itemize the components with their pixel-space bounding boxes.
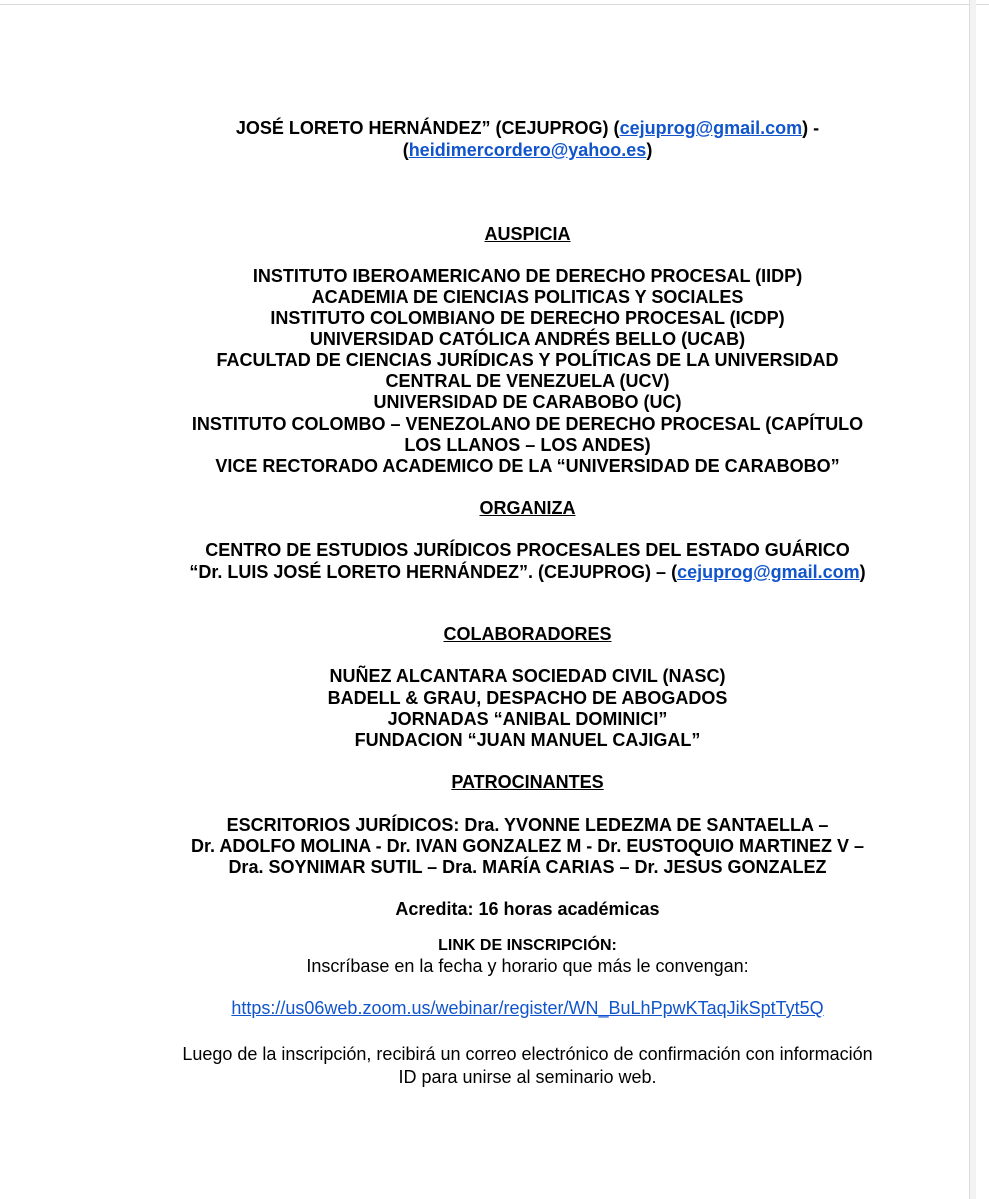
organiza-line-1: CENTRO DE ESTUDIOS JURÍDICOS PROCESALES DEL ESTADO GUÁRICO xyxy=(205,540,850,560)
colaboradores-line: BADELL & GRAU, DESPACHO DE ABOGADOS xyxy=(327,688,728,708)
inscripcion-subtitle: Inscríbase en la fecha y horario que más le convengan: xyxy=(306,956,749,976)
colaboradores-heading: COLABORADORES xyxy=(443,624,612,644)
patrocinantes-line: Dra. SOYNIMAR SUTIL – Dra. MARÍA CARIAS – Dr. JESUS GONZALEZ xyxy=(228,857,827,877)
auspicia-line: UNIVERSIDAD DE CARABOBO (UC) xyxy=(373,392,682,412)
header-line-1 xyxy=(60,118,989,139)
organiza-line-2-prefix: “Dr. LUIS JOSÉ LORETO HERNÁNDEZ”. (CEJUPROG) – ( xyxy=(189,562,678,582)
auspicia-line: CENTRAL DE VENEZUELA (UCV) xyxy=(385,371,670,391)
header-line-2 xyxy=(60,140,989,161)
inscripcion-heading: LINK DE INSCRIPCIÓN: xyxy=(438,937,617,954)
organiza-line-2 xyxy=(60,562,989,583)
auspicia-line: INSTITUTO COLOMBIANO DE DERECHO PROCESAL (ICDP) xyxy=(270,308,785,328)
colaboradores-line: JORNADAS “ANIBAL DOMINICI” xyxy=(387,709,668,729)
zoom-registration-link[interactable]: https://us06web.zoom.us/webinar/register/WN_BuLhPpwKTaqJikSptTyt5Q xyxy=(231,998,824,1018)
auspicia-line: LOS LLANOS – LOS ANDES) xyxy=(404,435,651,455)
header-line-2-prefix: ( xyxy=(402,140,409,160)
inscripcion-url-line xyxy=(60,998,989,1019)
page-edge xyxy=(969,0,976,1199)
auspicia-line: UNIVERSIDAD CATÓLICA ANDRÉS BELLO (UCAB) xyxy=(309,329,746,349)
organiza-email-link[interactable]: cejuprog@gmail.com xyxy=(677,562,860,582)
auspicia-heading: AUSPICIA xyxy=(484,224,571,244)
acredita-text: Acredita: 16 horas académicas xyxy=(395,899,660,919)
auspicia-line: ACADEMIA DE CIENCIAS POLITICAS Y SOCIALES xyxy=(311,287,744,307)
header-line-2-suffix: ) xyxy=(646,140,653,160)
auspicia-line: INSTITUTO COLOMBO – VENEZOLANO DE DERECHO PROCESAL (CAPÍTULO xyxy=(191,414,864,434)
auspicia-line: INSTITUTO IBEROAMERICANO DE DERECHO PROCESAL (IIDP) xyxy=(252,266,803,286)
header-line-1-prefix: JOSÉ LORETO HERNÁNDEZ” (CEJUPROG) ( xyxy=(235,118,620,138)
auspicia-line: FACULTAD DE CIENCIAS JURÍDICAS Y POLÍTICAS DE LA UNIVERSIDAD xyxy=(216,350,839,370)
inscripcion-note-line-2: ID para unirse al seminario web. xyxy=(398,1067,657,1087)
colaboradores-line: NUÑEZ ALCANTARA SOCIEDAD CIVIL (NASC) xyxy=(329,666,726,686)
top-divider xyxy=(0,4,989,5)
auspicia-line: VICE RECTORADO ACADEMICO DE LA “UNIVERSIDAD DE CARABOBO” xyxy=(215,456,840,476)
organiza-heading: ORGANIZA xyxy=(479,498,576,518)
inscripcion-note-line-1: Luego de la inscripción, recibirá un correo electrónico de confirmación con información xyxy=(182,1044,873,1064)
colaboradores-line: FUNDACION “JUAN MANUEL CAJIGAL” xyxy=(354,730,701,750)
patrocinantes-line: ESCRITORIOS JURÍDICOS: Dra. YVONNE LEDEZMA DE SANTAELLA – xyxy=(226,815,829,835)
cejuprog-email-link[interactable]: cejuprog@gmail.com xyxy=(619,118,803,138)
heidimercordero-email-link[interactable]: heidimercordero@yahoo.es xyxy=(408,140,647,160)
patrocinantes-line: Dr. ADOLFO MOLINA - Dr. IVAN GONZALEZ M - Dr. EUSTOQUIO MARTINEZ V – xyxy=(190,836,865,856)
patrocinantes-heading: PATROCINANTES xyxy=(451,772,604,792)
header-line-1-suffix: ) - xyxy=(802,118,820,138)
organiza-line-2-suffix: ) xyxy=(859,562,866,582)
